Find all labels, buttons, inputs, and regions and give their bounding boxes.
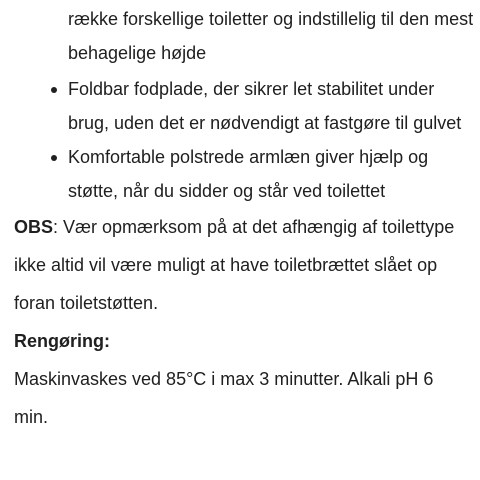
bullet-dot-icon bbox=[51, 155, 57, 161]
bullet-continuation-text: række forskellige toiletter og indstillelig til den mest behagelige højde bbox=[68, 9, 474, 63]
obs-label: OBS bbox=[14, 217, 54, 237]
obs-text: : Vær opmærksom på at det afhængig af toilettype ikke altid vil være muligt at have toiletbrættet slået op foran toiletstøtten. bbox=[14, 217, 455, 313]
cleaning-heading: Rengøring: bbox=[14, 331, 110, 351]
list-item-text: Foldbar fodplade, der sikrer let stabilitet under brug, uden det er nødvendigt at fastgøre til gulvet bbox=[68, 79, 462, 133]
list-item-text: Komfortable polstrede armlæn giver hjælp og støtte, når du sidder og står ved toilettet bbox=[68, 147, 429, 201]
cleaning-section bbox=[0, 322, 480, 436]
cleaning-text: Maskinvaskes ved 85°C i max 3 minutter. Alkali pH 6 min. bbox=[14, 369, 434, 427]
list-item bbox=[0, 72, 480, 140]
obs-note bbox=[0, 208, 480, 322]
list-item bbox=[0, 140, 480, 208]
feature-list bbox=[0, 72, 480, 208]
bullet-dot-icon bbox=[51, 87, 57, 93]
